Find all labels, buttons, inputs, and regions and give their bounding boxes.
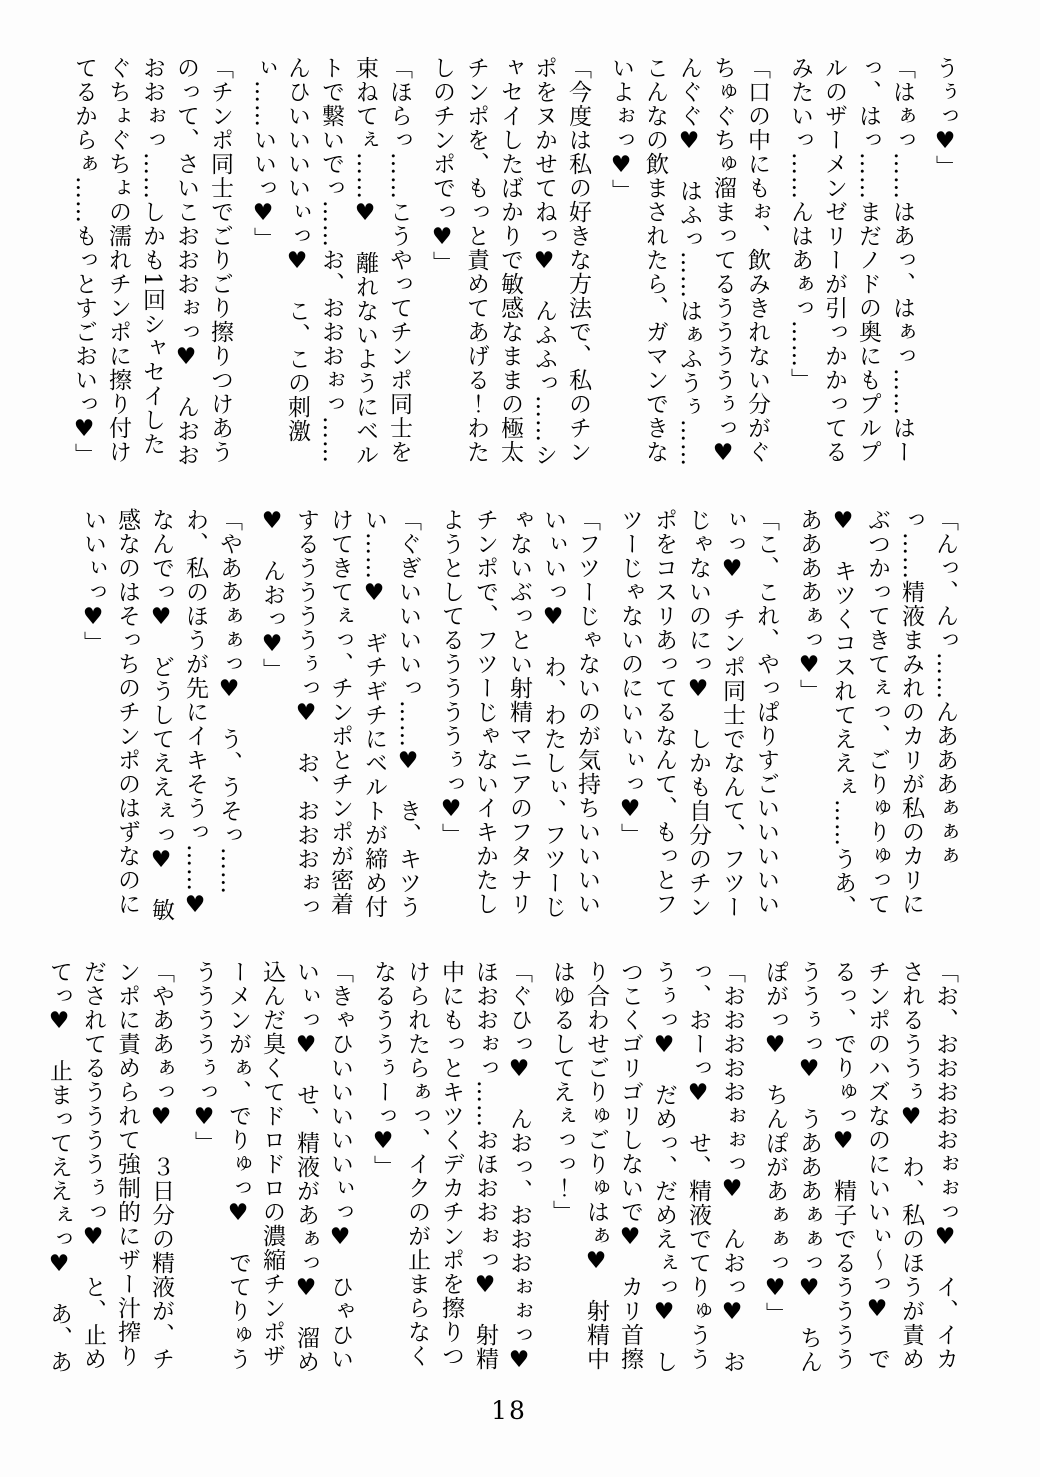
page-number: 18 xyxy=(491,1396,527,1425)
dialogue-paragraph: 「フツーじゃないのが気持ちいいいいいぃいっ♥ わ、わたしぃ、フツーじゃないぶっとい射精マニアのフタナリチンポで、フツーじゃないイキかたしようとしてるううううぅっ♥」 xyxy=(438,508,600,919)
dialogue-paragraph: うぅっ♥」 xyxy=(932,56,958,179)
text-block-bottom xyxy=(46,960,962,1398)
dialogue-paragraph: 「ぐひっ♥ んおっ、おおおぉぉっ♥ ほおおぉっ……おほおおぉっ♥ 射精中にもっとキツくデカチンポを擦りつけられたらぁっ、イクのが止まらなくなるううぅーっ♥」 xyxy=(370,960,532,1398)
dialogue-paragraph: 「んっ、んっ……んあああぁぁぁっ……精液まみれのカリが私のカリにぶつかってきてぇっ、ごりゅりゅって♥ キツくコスれてええぇ……うあ、ああああぁっ♥」 xyxy=(796,508,958,919)
dialogue-paragraph: 「今度は私の好きな方法で、私のチンポをヌかせてねっ♥ んふふっ……シャセイしたばかりで敏感なままの極太チンポを、もっと責めてあげる！わたしのチンポでっ♥」 xyxy=(429,56,591,467)
dialogue-paragraph: 「ほらっ……こうやってチンポ同士を束ねてぇ……♥ 離れないようにベルトで繋いでっ……お、おおおぉっ……んひいいいいぃっ♥ こ、この刺激ぃ……いいっ♥」 xyxy=(250,56,412,467)
dialogue-paragraph: 「こ、これ、やっぱりすごいいいいいぃっ♥ チンポ同士でなんて、フツーじゃないのにっ♥ しかも自分のチンポをコスリあってるなんて、もっとフツーじゃないのにいいぃっ♥」 xyxy=(617,508,779,919)
dialogue-paragraph: 「きゃひいいいいいぃっ♥ ひゃひいいぃっ♥ せ、精液があぁっ♥ 溜め込んだ臭くてドロドロの濃縮チンポザーメンがぁ、でりゅっ♥ でてりゅうううううぅっ♥」 xyxy=(191,960,353,1374)
text-block-top xyxy=(56,56,962,491)
dialogue-paragraph: 「やああぁっ♥ ３日分の精液が、チンポに責められて強制的にザー汁搾りだされてるううううぅっ♥ と、止めてっ♥ 止まってええぇっ♥ あ、あ xyxy=(46,960,174,1374)
dialogue-paragraph: 「ぐぎいいいいっ……♥ き、キツうい……♥ ギチギチにベルトが締め付けてきてぇっ、チンポとチンポが密着するううううぅっ♥ お、おおおぉっ♥ んおっ♥」 xyxy=(259,508,421,919)
dialogue-paragraph: 「おおおおおぉぉっ♥ んおっ♥ おっ、おーっ♥ せ、精液でてりゅうううぅっ♥ だめっ、だめえぇっ♥ しつこくゴリゴリしないで♥ カリ首擦り合わせごりゅごりゅはぁ♥ 射精中はゆるしてえぇっっ！」 xyxy=(549,960,745,1374)
dialogue-paragraph: 「やああぁぁっ♥ う、うそっ……わ、私のほうが先にイキそうっ……♥ なんでっ♥ どうしてええぇっ♥ 敏感なのはそっちのチンポのはずなのにいいぃっ♥」 xyxy=(80,508,242,943)
dialogue-paragraph: 「お、おおおおおぉぉっ♥ イ、イカされるううぅ♥ わ、私のほうが責めチンポのハズなのにいいぃ～っ♥ でるっ、でりゅっ♥ 精子でるううううううぅっ♥ うあああぁぁっ♥ ちんぽがっ♥ ちんぽがあぁぁっ♥」 xyxy=(762,960,958,1374)
dialogue-paragraph: 「はぁっ……はあっ、はぁっ……はーっ、はっ……まだノドの奥にもプルプルのザーメンゼリーが引っかかってるみたいっ……んはあぁっ……」 xyxy=(787,56,915,464)
dialogue-paragraph: 「口の中にもぉ、飲みきれない分がぐちゅぐちゅ溜まってるううううぅっ♥ んぐぐ♥ はふっ……はぁふうぅ……こんなの飲まされたら、ガマンできないよぉっ♥」 xyxy=(608,56,770,491)
text-block-middle xyxy=(56,508,962,943)
dialogue-paragraph: 「チンポ同士でごりごり擦りつけあうのって、さいこおおおぉっ♥ んおおおおぉっ……しかも1回シャセイしたぐちょぐちょの濡れチンポに擦り付けてるからぁ……もっとすごおいっ♥」 xyxy=(71,56,233,467)
